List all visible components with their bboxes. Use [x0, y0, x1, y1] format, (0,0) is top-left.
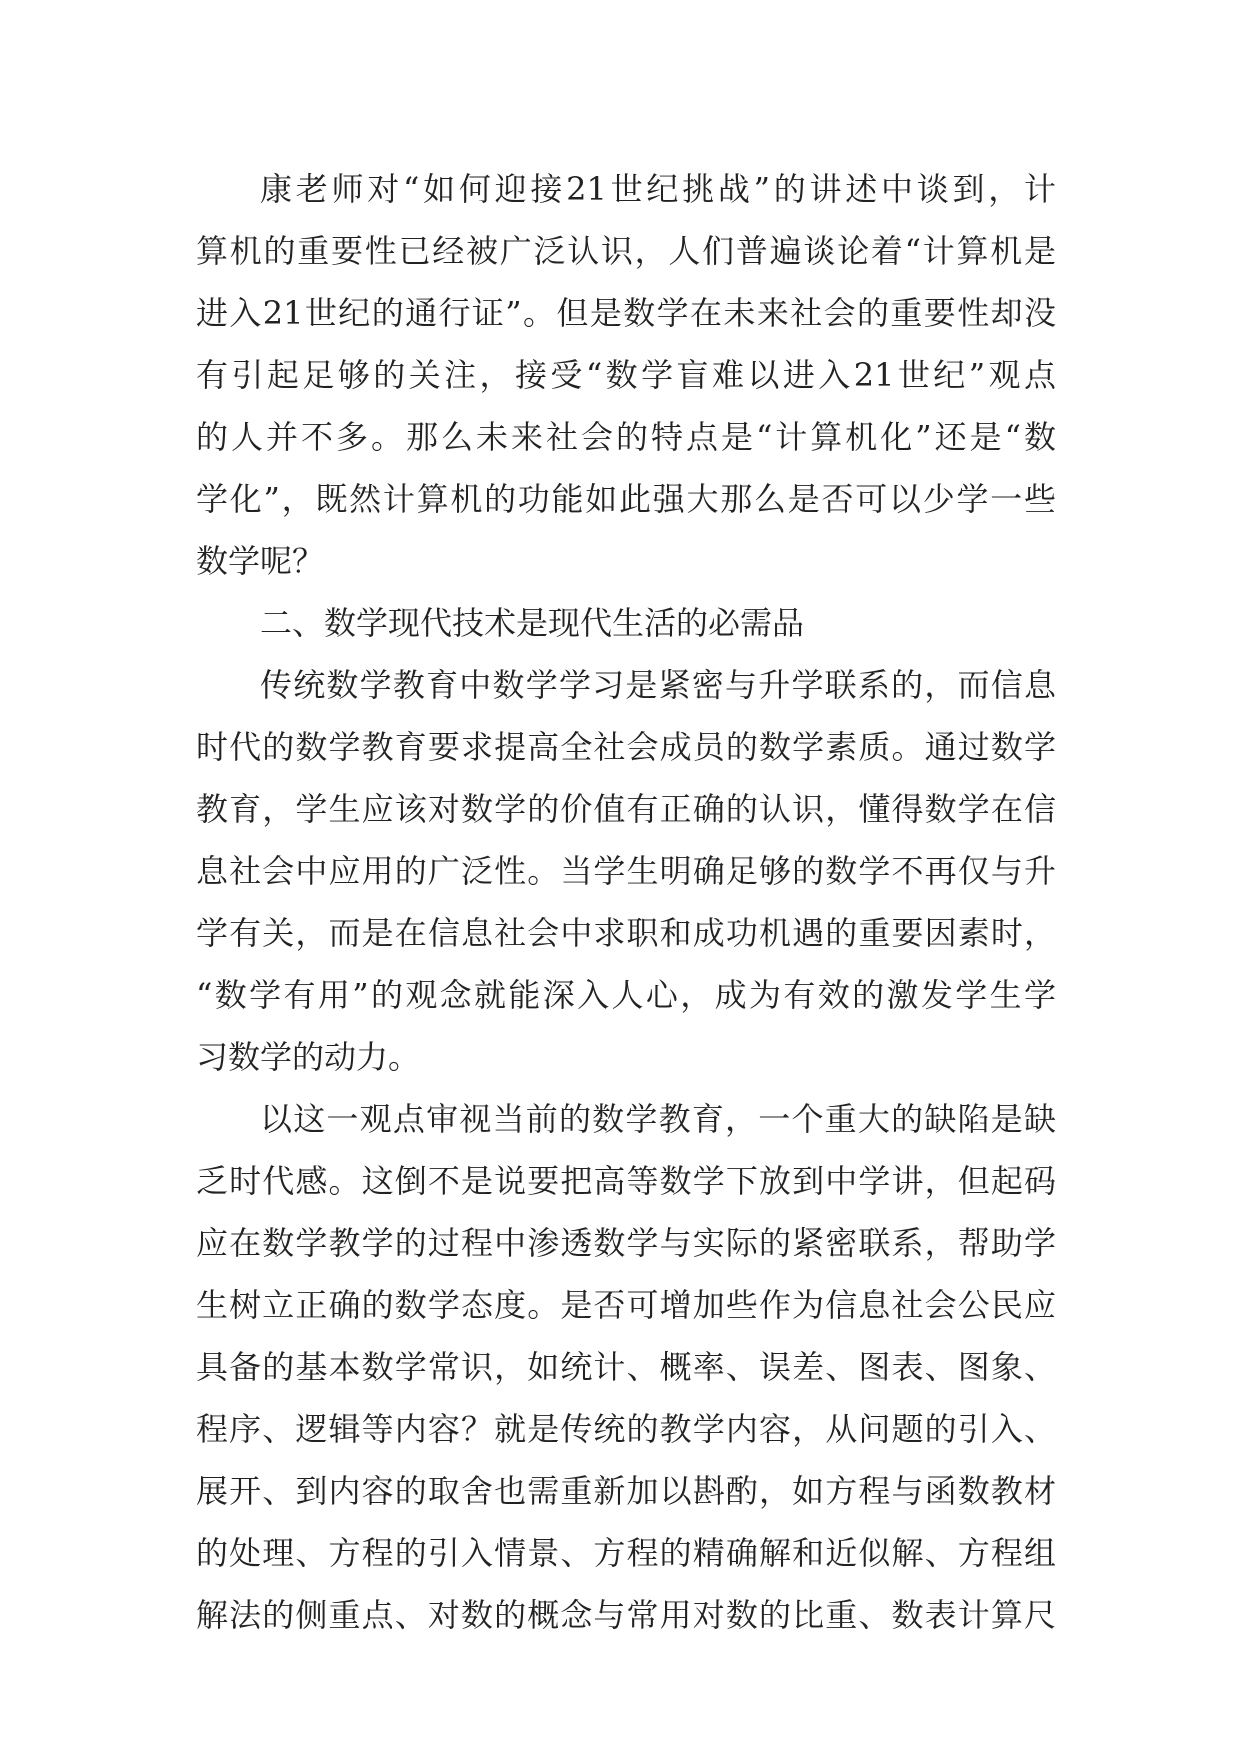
paragraph-line: 康老师对“如何迎接21世纪挑战”的讲述中谈到，计	[260, 170, 1056, 208]
paragraph-line: 展开、到内容的取舍也需重新加以斟酌，如方程与函数教材	[196, 1472, 1056, 1510]
paragraph-line: 数学呢？	[196, 542, 325, 580]
paragraph-line: 进入21世纪的通行证”。但是数学在未来社会的重要性却没	[196, 294, 1056, 332]
paragraph-line: 习数学的动力。	[196, 1038, 421, 1076]
paragraph-line: 应在数学教学的过程中渗透数学与实际的紧密联系，帮助学	[196, 1224, 1056, 1262]
paragraph-line: 程序、逻辑等内容？就是传统的教学内容，从问题的引入、	[196, 1410, 1056, 1448]
paragraph-line: 生树立正确的数学态度。是否可增加些作为信息社会公民应	[196, 1286, 1056, 1324]
paragraph-line: 学化”，既然计算机的功能如此强大那么是否可以少学一些	[196, 480, 1056, 518]
section-heading: 二、数学现代技术是现代生活的必需品	[260, 604, 805, 642]
paragraph-line: 乏时代感。这倒不是说要把高等数学下放到中学讲，但起码	[196, 1162, 1056, 1200]
paragraph-line: 时代的数学教育要求提高全社会成员的数学素质。通过数学	[196, 728, 1056, 766]
paragraph-line: 有引起足够的关注，接受“数学盲难以进入21世纪”观点	[196, 356, 1056, 394]
paragraph-line: 解法的侧重点、对数的概念与常用对数的比重、数表计算尺	[196, 1596, 1056, 1634]
paragraph-line: “数学有用”的观念就能深入人心，成为有效的激发学生学	[196, 976, 1056, 1014]
paragraph-line: 具备的基本数学常识，如统计、概率、误差、图表、图象、	[196, 1348, 1056, 1386]
paragraph-line: 学有关，而是在信息社会中求职和成功机遇的重要因素时，	[196, 914, 1056, 952]
paragraph-line: 的处理、方程的引入情景、方程的精确解和近似解、方程组	[196, 1534, 1056, 1572]
paragraph-line: 的人并不多。那么未来社会的特点是“计算机化”还是“数	[196, 418, 1056, 456]
document-body	[196, 158, 1056, 1646]
paragraph-line: 算机的重要性已经被广泛认识，人们普遍谈论着“计算机是	[196, 232, 1056, 270]
paragraph-line: 教育，学生应该对数学的价值有正确的认识，懂得数学在信	[196, 790, 1056, 828]
paragraph-line: 息社会中应用的广泛性。当学生明确足够的数学不再仅与升	[196, 852, 1056, 890]
paragraph-line: 传统数学教育中数学学习是紧密与升学联系的，而信息	[260, 666, 1056, 704]
paragraph-line: 以这一观点审视当前的数学教育，一个重大的缺陷是缺	[260, 1100, 1056, 1138]
